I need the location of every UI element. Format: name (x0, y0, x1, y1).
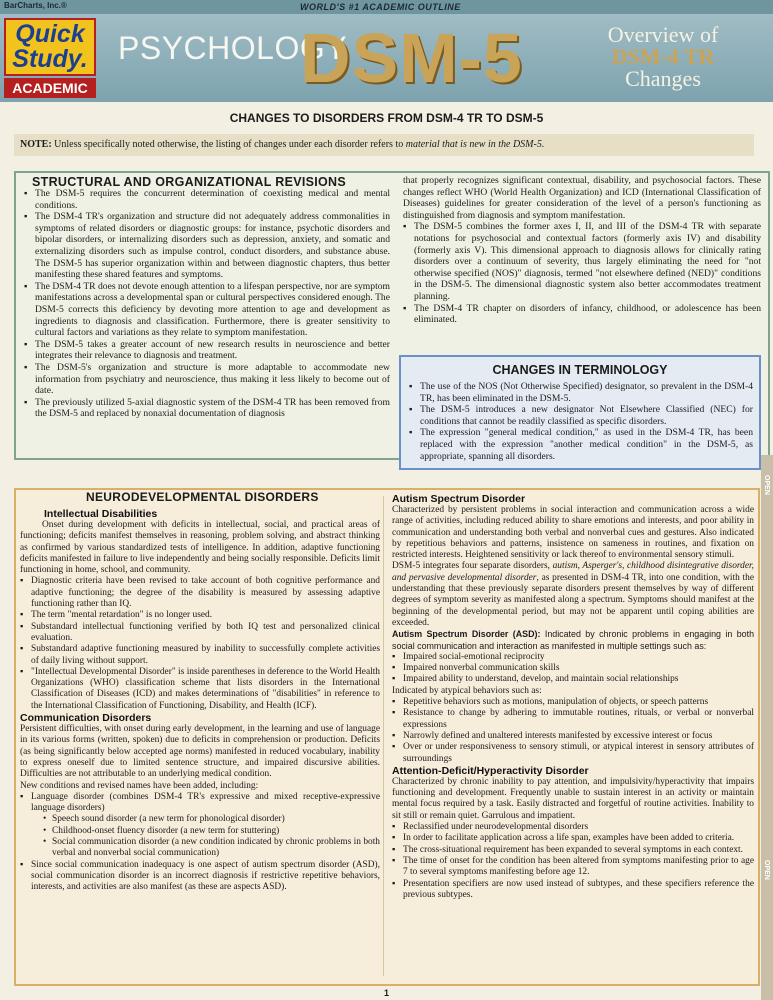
list-item: ▪ Since social communication inadequacy is one aspect of autism spectrum disorder (ASD), social communication disorder is an incorrect diagnosis if restrictive repetitive behaviors, interests, and activities are also manifest (as these are aspects ASD). (20, 860, 380, 894)
page-number: 1 (383, 988, 389, 998)
intellectual-heading: Intellectual Disabilities (44, 508, 158, 520)
note-label: NOTE: (20, 139, 52, 150)
intellectual-intro: Onset during development with deficits in intellectual, social, and practical areas of functioning; deficits manifest themselves in reasoning, problem solving, and abstract thinking as confirmed by various standardized tests of intelligence. In addition, adaptive functioning deficits manifested in failure to live independently and being socially responsible. Deficits limit functioning in home, school, and community. (20, 520, 380, 576)
list-item: ▪ Substandard intellectual functioning verified by both IQ test and personalized clinical evaluation. (20, 622, 380, 645)
list-item: ▪ The DSM-5 introduces a new designator Not Elsewhere Classified (NEC) for conditions that cannot be readily classified as specific disorders. (409, 404, 753, 427)
tagline: WORLD'S #1 ACADEMIC OUTLINE (300, 2, 461, 12)
note-text: Unless specifically noted otherwise, the listing of changes under each disorder refers to (51, 139, 406, 150)
list-item: ▪ Impaired nonverbal communication skills (392, 663, 754, 674)
list-item (20, 792, 380, 860)
quickstudy-logo (4, 18, 96, 98)
terminology-list (409, 381, 753, 462)
autism-lead2: Indicated by atypical behaviors such as: (392, 685, 542, 696)
list-item: ▪ Impaired ability to understand, develop, and maintain social relationships (392, 674, 754, 685)
logo-quickstudy-text: Quick Study. (4, 18, 96, 76)
side-tab-label: OPEN (763, 475, 770, 495)
list-item: ▪ The expression "general medical condition," as used in the DSM-4 TR, has been replaced with the expression "another medical condition" in the DSM-5, as appropriate, spanning all disorders. (409, 427, 753, 462)
overview-line1: Overview of (607, 22, 719, 47)
neuro-right-column (392, 493, 754, 901)
adhd-intro: Characterized by chronic inability to pay attention, and impulsivity/hyperactivity that impairs functioning and development. Frequently unable to sustain interest in an activity or maintain mental focus required by a task. Easily distracted and forgetful of routine activities. Inability to sit still or remain quiet. Garrulous and impatient. (392, 776, 754, 821)
overview-line3: Changes (625, 66, 701, 91)
subject-label: PSYCHOLOGY (118, 30, 348, 66)
neurodevelopmental-heading: NEURODEVELOPMENTAL DISORDERS (86, 490, 319, 504)
autism-p2-emphasis: autism, Asperger's, childhood disintegrative disorder, and pervasive developmental disorder (392, 561, 754, 583)
list-item: ▪ Substandard adaptive functioning measured by inability to successfully complete activities of daily living without support. (20, 644, 380, 667)
communication-lead: New conditions and revised names have been added, including: (20, 780, 259, 791)
autism-p1: Characterized by persistent problems in social interaction and communication across a wide range of activities, including reduced ability to share emotions and interests, and poor ability in communication and understanding both verbal and nonverbal cues and gestures. Also indicated by repetitious behaviors and patterns, insistence on sameness in routines, and fixation on restricted interests. Heightened sensitivity or lack thereof to environmental sensory stimuli. (392, 505, 754, 561)
structural-left-column (24, 188, 390, 420)
overview-line2: DSM-4 TR (611, 44, 715, 69)
list-item: ▪ Resistance to change by adhering to immutable routines, rituals, or verbal or nonverbal expressions (392, 708, 754, 731)
communication-item1: Language disorder (combines DSM-4 TR's expressive and mixed receptive-expressive language disorders) (31, 791, 380, 814)
note-emphasis: material that is new in the DSM-5. (405, 139, 545, 150)
sub-list-item: • Social communication disorder (a new condition indicated by chronic problems in both verbal and nonverbal social communication) (43, 837, 380, 860)
structural-heading: STRUCTURAL AND ORGANIZATIONAL REVISIONS (32, 175, 347, 189)
structural-right-column (403, 175, 761, 326)
open-side-tab (761, 455, 773, 1000)
list-item: ▪ The DSM-5's organization and structure is more adaptable to accommodate new information from psychiatry and neuroscience, thus making it less likely to become out of date. (24, 362, 390, 397)
side-tab-label: OPEN (763, 860, 770, 880)
sub-list-item: • Childhood-onset fluency disorder (a new term for stuttering) (43, 826, 380, 837)
list-item: ▪ The cross-situational requirement has been expanded to several symptoms in each context. (392, 845, 754, 856)
list-item: ▪ Narrowly defined and unaltered interests manifested by excessive interest or focus (392, 731, 754, 742)
list-item: ▪ The time of onset for the condition has been altered from symptoms manifesting prior to age 7 to several symptoms manifesting before age 12. (392, 856, 754, 879)
neuro-left-column (20, 508, 380, 894)
autism-p2-a: DSM-5 integrates four separate disorders, (392, 561, 553, 572)
communication-intro: Persistent difficulties, with onset during early development, in the learning and use of language in its various forms (written, spoken) due to deficits in comprehension or production. Deficits (as being significantly below accepted age norms) manifested in reduced vocabulary, inability to express oneself due to limited sentence structure, and impaired discursive abilities. Difficulties are not attributable to an underlying medical condition. (20, 724, 380, 780)
terminology-box (399, 355, 761, 470)
neurodevelopmental-box (14, 488, 760, 986)
structural-continuation: that properly recognizes significant contextual, disability, and psychosocial factors. These changes reflect WHO (World Health Organization) and ICD (International Classification of Diseases) guidelines for greater consideration of the level of a person's functioning as distinguished from diagnosis and symptom manifestation. (403, 175, 761, 221)
list-item: ▪ Presentation specifiers are now used instead of subtypes, and these specifiers reference the previous subtypes. (392, 879, 754, 902)
list-item: ▪ Repetitive behaviors such as motions, manipulation of objects, or speech patterns (392, 697, 754, 708)
logo-academic-text: ACADEMIC (4, 78, 96, 98)
note-bar (14, 134, 754, 156)
page-title: DSM-5 (300, 19, 523, 97)
autism-p2-b: , as presented in DSM-4 TR, into one condition, with the understanding that these previously separate disorders present themselves by way of different degrees of symptom severity as manifested along a spectrum. Symptoms should manifest at the beginning of the developmental period, but may not be apparent until coping abilities are exceeded. (392, 572, 754, 628)
list-item: ▪ "Intellectual Developmental Disorder" is inside parentheses in deference to the World Health Organizations (WHO) classification scheme that lists disorders in the International Classification of Diseases (ICD) and makes determinations of "disabilities" in reference to the International Classification of Functioning, Disability, and Health (ICF). (20, 667, 380, 712)
list-item: ▪ The DSM-4 TR chapter on disorders of infancy, childhood, or adolescence has been eliminated. (403, 303, 761, 326)
list-item: ▪ The term "mental retardation" is no longer used. (20, 610, 380, 621)
list-item: ▪ The DSM-5 takes a greater account of new research results in neuroscience and better integrates their relevance to diagnosis and treatment. (24, 339, 390, 362)
asd-text: Indicated by chronic problems in engaging in both social communication and interaction as manifested in multiple settings such as: (392, 629, 755, 651)
autism-heading: Autism Spectrum Disorder (392, 493, 526, 505)
section-heading: CHANGES TO DISORDERS FROM DSM-4 TR TO DSM-5 (229, 111, 544, 125)
list-item: ▪ The use of the NOS (Not Otherwise Specified) designator, so prevalent in the DSM-4 TR, has been eliminated in the DSM-5. (409, 381, 753, 404)
sub-list-item: • Speech sound disorder (a new term for phonological disorder) (43, 814, 380, 825)
asd-label: Autism Spectrum Disorder (ASD): (392, 629, 541, 640)
asd-definition (392, 629, 754, 652)
list-item: ▪ The DSM-4 TR's organization and structure did not adequately address commonalities in symptoms of related disorders or diagnostic groups: for instance, psychotic disorders and bipolar disorders, or internalizing disorders such as depression, anxiety, and somatic and externalizing disorders such as impulse control, conduct disorders, and substance abuse. The DSM-5 has superior organization within and between diagnostic chapters, thus better manifesting these shared features and symptoms. (24, 211, 390, 281)
list-item: ▪ Impaired social-emotional reciprocity (392, 652, 754, 663)
list-item: ▪ The DSM-5 requires the concurrent determination of coexisting medical and mental conditions. (24, 188, 390, 211)
header-banner (0, 0, 773, 102)
list-item: ▪ The DSM-5 combines the former axes I, II, and III of the DSM-4 TR with separate notations for psychosocial and contextual factors (formerly axis IV) and disability (formerly axis V). This dimensional approach to diagnosis allows for clinically rating disorders over a continuum of severity, thus largely eliminating the need for "not otherwise specified (NOS)" diagnosis, termed "not elsewhere defined (NED)" conditions in the DSM-5. The dimensional diagnostic system also better accommodates treatment planning. (403, 221, 761, 302)
autism-p2 (392, 561, 754, 629)
overview-subtitle (560, 24, 766, 90)
communication-heading: Communication Disorders (20, 712, 152, 725)
publisher-name: BarCharts, Inc.® (4, 1, 67, 10)
list-item: ▪ Reclassified under neurodevelopmental disorders (392, 822, 754, 833)
list-item: ▪ Diagnostic criteria have been revised to take account of both cognitive performance and adaptive functioning; the degree of the disability is measured by assessing adaptive functioning rather than IQ. (20, 576, 380, 610)
list-item: ▪ Over or under responsiveness to sensory stimuli, or atypical interest in sensory attributes of surroundings (392, 742, 754, 765)
list-item: ▪ The DSM-4 TR does not devote enough attention to a lifespan perspective, nor are symptom manifestations across a developmental span or cultural perspectives considered enough. The DSM-5 corrects this deficiency by devoting more attention to age and development as ingredients to diagnosis and classification. Furthermore, there is greater sensitivity to cultural factors and variations as they relate to symptom manifestation. (24, 281, 390, 339)
terminology-heading: CHANGES IN TERMINOLOGY (492, 363, 668, 377)
list-item: ▪ In order to facilitate application across a life span, examples have been added to criteria. (392, 833, 754, 844)
column-divider (383, 496, 384, 976)
adhd-heading: Attention-Deficit/Hyperactivity Disorder (392, 764, 589, 777)
list-item: ▪ The previously utilized 5-axial diagnostic system of the DSM-4 TR has been removed from the DSM-5 and replaced by nonaxial documentation of diagnosis (24, 397, 390, 420)
